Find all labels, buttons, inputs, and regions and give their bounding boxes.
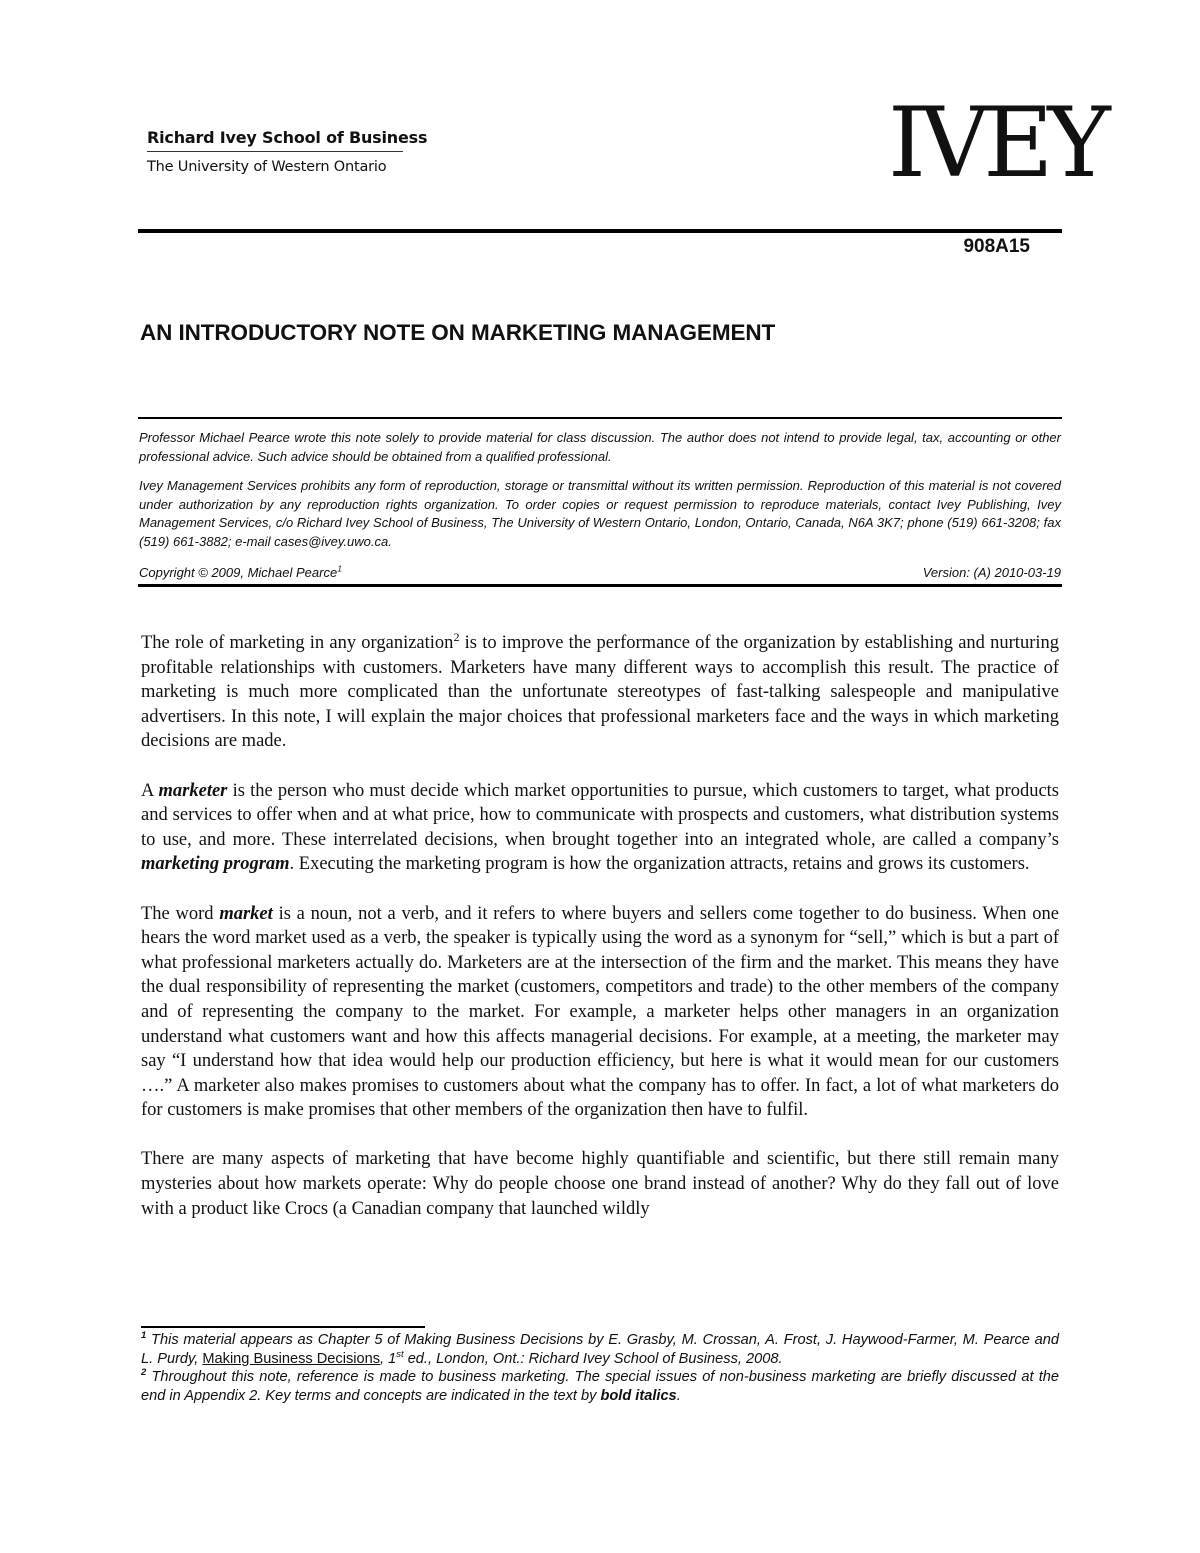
key-term-marketing-program: marketing program	[141, 854, 290, 875]
body-text-span: . Executing the marketing program is how the organization attracts, retains and grows its customers.	[289, 854, 1030, 875]
disclaimer-top-rule	[138, 417, 1062, 419]
edition-superscript: st	[396, 1348, 404, 1360]
copyright-line	[139, 565, 342, 580]
body-paragraph-3	[141, 902, 1059, 1123]
footnote-1-number: 1	[141, 1330, 147, 1342]
case-number: 908A15	[963, 236, 1030, 257]
university-name: The University of Western Ontario	[147, 159, 387, 175]
copyright-text: Copyright © 2009, Michael Pearce	[139, 565, 338, 580]
footnote-text: , 1	[380, 1350, 397, 1367]
copyright-footnote-ref[interactable]: 1	[337, 563, 342, 574]
footnote-bold-italics: bold italics	[600, 1387, 677, 1404]
body-text-span: is to improve the performance of the organization by establishing and nurturing profitable relationships with customers. Marketers have many different ways to accomplish this result. The practice of marketing is much more complicated than the unfortunate stereotypes of fast-talking salespeople and manipulative advertisers. In this note, I will explain the major choices that professional marketers face and the ways in which marketing decisions are made.	[141, 633, 1059, 752]
footnote-text: ed., London, Ont.: Richard Ivey School of Business, 2008.	[403, 1350, 783, 1367]
footnote-text: Throughout this note, reference is made to business marketing. The special issues of non-business marketing are briefly discussed at the end in Appendix 2. Key terms and concepts are indicated in the text by	[141, 1369, 1059, 1404]
body-paragraph-1	[141, 631, 1059, 754]
disclaimer-paragraph-1: Professor Michael Pearce wrote this note solely to provide material for class discussion. The author does not intend to provide legal, tax, accounting or other professional advice. Such advice should be obtained from a qualified professional.	[139, 430, 1061, 464]
disclaimer-text	[139, 429, 1061, 551]
disclaimer-paragraph-2: Ivey Management Services prohibits any form of reproduction, storage or transmittal without its written permission. Reproduction of this material is not covered under authorization by any reproduction rights organization. To order copies or request permission to reproduce materials, contact Ivey Publishing, Ivey Management Services, c/o Richard Ivey School of Business, The University of Western Ontario, London, Ontario, Canada, N6A 3K7; phone (519) 661-3208; fax (519) 661-3882; e-mail cases@ivey.uwo.ca.	[139, 478, 1061, 549]
footnote-2	[141, 1368, 1059, 1405]
version-text: Version: (A) 2010-03-19	[922, 565, 1061, 580]
copyright-row	[139, 565, 1061, 580]
key-term-marketer: marketer	[158, 780, 228, 801]
school-header	[147, 128, 428, 175]
footnote-ref-2[interactable]: 2	[453, 629, 460, 644]
body-text-span: A	[141, 780, 159, 801]
footnote-2-number: 2	[141, 1367, 147, 1379]
body-text-span: The role of marketing in any organization	[141, 633, 454, 653]
page-title: AN INTRODUCTORY NOTE ON MARKETING MANAGEMENT	[140, 320, 776, 345]
footnote-text: This material appears as Chapter 5 of Making Business Decisions by E. Grasby, M. Crossan, A. Frost, J. Haywood-Farmer, M. Pearce and L. Purdy,	[141, 1332, 1059, 1367]
body-text	[141, 631, 1059, 1246]
footnote-book-title: Making Business Decisions	[202, 1350, 381, 1367]
body-paragraph-2	[141, 779, 1059, 877]
header-rule	[138, 229, 1062, 233]
body-text-span: is the person who must decide which market opportunities to pursue, which customers to target, what products and services to offer when and at what price, how to communicate with prospects and customers, what distribution systems to use, and more. These interrelated decisions, when brought together into an integrated whole, are called a company’s	[141, 780, 1060, 850]
footnote-1	[141, 1331, 1059, 1368]
disclaimer-bottom-rule	[138, 584, 1062, 587]
logo-text: IVEY	[888, 87, 1105, 199]
body-paragraph-4: There are many aspects of marketing that have become highly quantifiable and scientific, but there still remain many mysteries about how markets operate: Why do people choose one brand instead of another? Why do they fall out of love with a product like Crocs (a Canadian company that launched wildly	[141, 1149, 1059, 1219]
key-term-market: market	[219, 903, 273, 924]
body-text-span: The word	[141, 903, 220, 924]
school-name: Richard Ivey School of Business	[147, 128, 403, 152]
disclaimer-box	[138, 417, 1062, 587]
footnotes	[141, 1331, 1059, 1405]
ivey-logo	[888, 87, 1105, 206]
footnote-text: .	[676, 1387, 681, 1404]
body-text-span: is a noun, not a verb, and it refers to where buyers and sellers come together to do business. When one hears the word market used as a verb, the speaker is typically using the word as a synonym for “sell,” which is but a part of what professional marketers actually do. Marketers are at the intersection of the firm and the market. This means they have the dual responsibility of representing the market (customers, competitors and trade) to the other members of the company and of representing the company to the market. For example, a marketer helps other managers in an organization understand what customers want and how this affects managerial decisions. For example, at a meeting, the marketer may say “I understand how that idea would help our production efficiency, but here is what it would mean for our customers ….” A marketer also makes promises to customers about what the company has to offer. In fact, a lot of what marketers do for customers is make promises that other members of the organization then have to fulfil.	[141, 903, 1059, 1121]
footnote-separator	[141, 1326, 425, 1328]
